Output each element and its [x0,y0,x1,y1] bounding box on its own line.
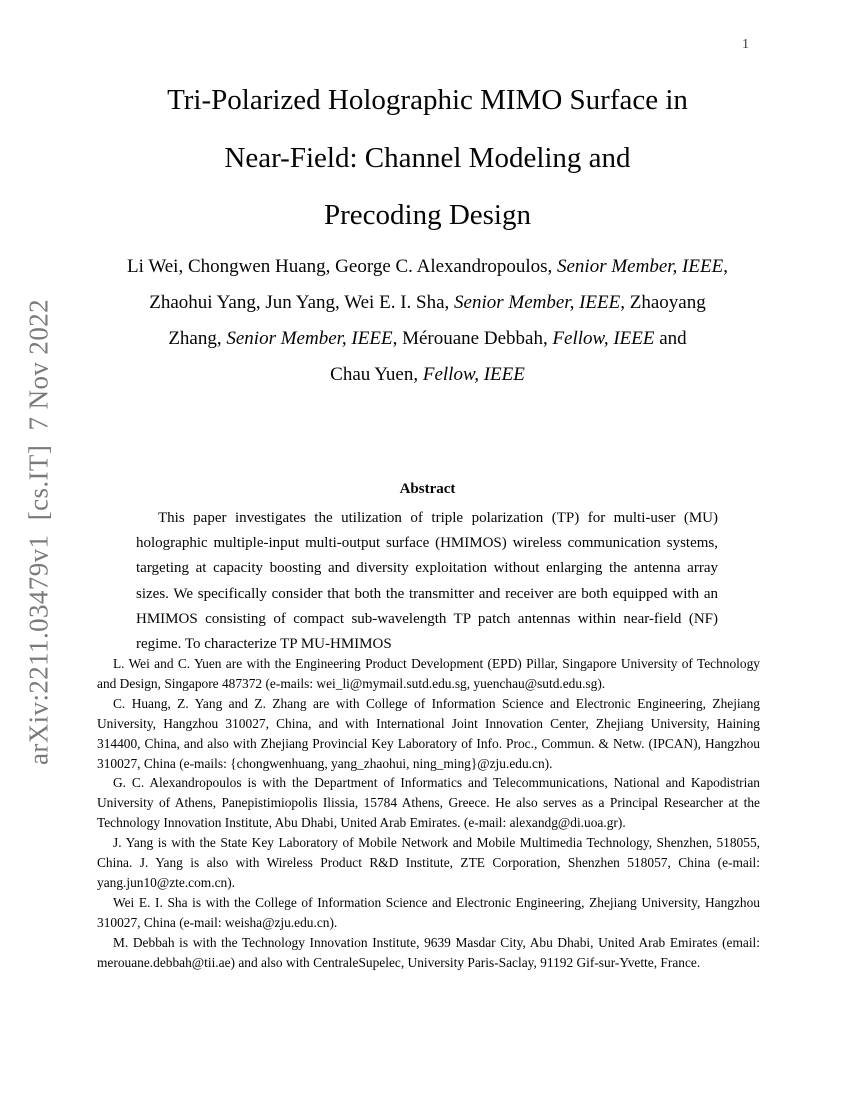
author-names: Zhaohui Yang, Jun Yang, Wei E. I. Sha, [149,292,455,313]
author-line [80,249,775,285]
author-membership-honorific: Senior Member, IEEE [454,292,621,313]
author-names: Li Wei, Chongwen Huang, George C. Alexandropoulos, [127,256,557,277]
author-membership-honorific: Fellow, IEEE [422,364,525,385]
author-names: , Zhaoyang [620,292,706,313]
abstract-heading: Abstract [399,481,456,497]
author-names: , Mérouane Debbah, [392,328,553,349]
footnote-paragraph: M. Debbah is with the Technology Innovation Institute, 9639 Masdar City, Abu Dhabi, United Arab Emirates (email: merouane.debbah@tii.ae) and also with CentraleSupelec, University Paris-Saclay, 91192 Gif-sur-Yvette, France. [97,934,760,970]
paper-title [95,72,760,245]
footnote-paragraph: C. Huang, Z. Yang and Z. Zhang are with College of Information Science and Electronic Engineering, Zhejiang University, Hangzhou 310027, China, and with International Joint Innovation Center, Zhejiang University, Haining 314400, China, and also with Zhejiang Provincial Key Laboratory of Info. Proc., Commun. & Netw. (IPCAN), Hangzhou 310027, China (e-mails: {chongwenhuang, yang_zhaohui, ning_ming}@zju.edu.cn). [97,695,760,771]
page-number: 1 [742,37,749,52]
footnote-paragraph: J. Yang is with the State Key Laboratory of Mobile Network and Mobile Multimedia Technology, Shenzhen, 518055, China. J. Yang is also with Wireless Product R&D Institute, ZTE Corporation, Shenzhen 518057, China (e-mail: yang.jun10@zte.com.cn). [97,835,760,890]
author-names: and [654,328,687,349]
paper-title-line-1: Tri-Polarized Holographic MIMO Surface in [167,84,688,116]
author-block [80,249,775,393]
author-names: Chau Yuen, [330,364,423,385]
author-names: , [723,256,728,277]
paper-title-line-2: Near-Field: Channel Modeling and [224,141,631,174]
footnote-paragraph: G. C. Alexandropoulos is with the Department of Informatics and Telecommunications, National and Kapodistrian University of Athens, Panepistimiopolis Ilissia, 15784 Athens, Greece. He also serves as a Principal Researcher at the Technology Innovation Institute, Abu Dhabi, United Arab Emirates. (e-mail: alexandg@di.uoa.gr). [97,775,760,831]
arxiv-watermark: arXiv:2211.03479v1 [cs.IT] 7 Nov 2022 [23,298,54,766]
affiliation-footnotes [97,654,760,973]
footnote-paragraph: L. Wei and C. Yuen are with the Engineering Product Development (EPD) Pillar, Singapore University of Technology and Design, Singapore 487372 (e-mails: wei_li@mymail.sutd.edu.sg, yuenchau@sutd.edu.sg). [97,656,760,691]
paper-title-line-3: Precoding Design [324,199,531,231]
author-names: Zhang, [168,328,227,349]
author-line [80,321,775,357]
author-line [80,357,775,393]
footnote-paragraph: Wei E. I. Sha is with the College of Information Science and Electronic Engineering, Zhejiang University, Hangzhou 310027, China (e-mail: weisha@zju.edu.cn). [97,894,760,930]
author-line [80,285,775,321]
author-membership-honorific: Senior Member, IEEE [557,256,724,277]
author-membership-honorific: Senior Member, IEEE [226,328,393,349]
abstract-text: This paper investigates the utilization of triple polarization (TP) for multi-user (MU) holographic multiple-input multi-output surface (HMIMOS) wireless communication systems, targeting at capacity boosting and diversity exploitation without enlarging the antenna array sizes. We specifically consider that both the transmitter and receiver are both equipped with an HMIMOS consisting of compact sub-wavelength TP patch antennas within near-field (NF) regime. To characterize TP MU-HMIMOS [136,510,718,653]
author-membership-honorific: Fellow, IEEE [552,328,655,349]
